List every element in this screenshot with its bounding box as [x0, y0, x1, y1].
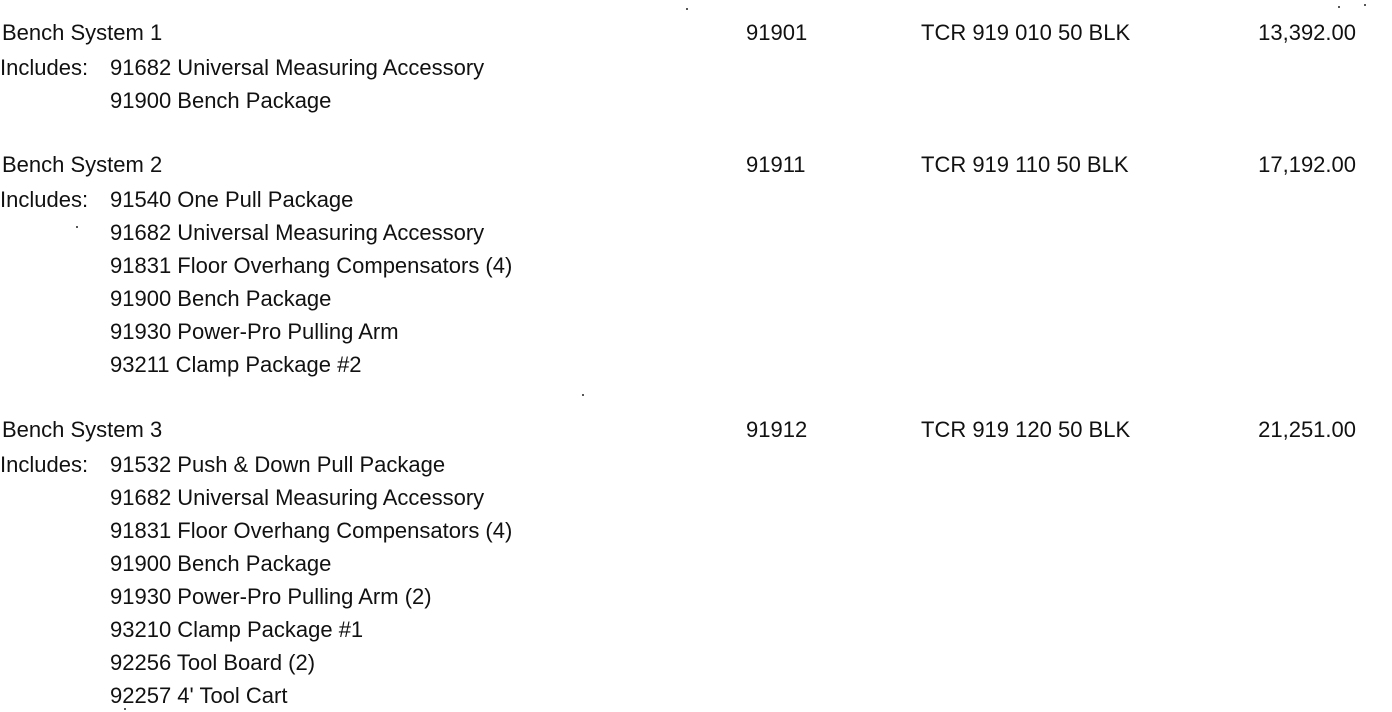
price: 13,392.00	[1258, 20, 1356, 45]
scan-speck	[686, 8, 688, 10]
list-item: 91930 Power-Pro Pulling Arm (2)	[110, 584, 432, 609]
includes-list	[110, 448, 512, 712]
system-title: Bench System 1	[2, 20, 163, 45]
scan-speck	[1364, 4, 1366, 6]
list-item: 91900 Bench Package	[110, 88, 332, 113]
includes-label: Includes:	[0, 187, 89, 212]
item-number: 91911	[746, 152, 806, 177]
item-number: 91912	[746, 417, 808, 442]
scan-speck	[1338, 6, 1340, 8]
price: 17,192.00	[1258, 152, 1356, 177]
list-item: 91831 Floor Overhang Compensators (4)	[110, 253, 513, 278]
item-number: 91901	[746, 20, 808, 45]
list-item: 91831 Floor Overhang Compensators (4)	[110, 518, 513, 543]
scan-speck	[76, 226, 78, 228]
system-title: Bench System 2	[2, 152, 163, 177]
list-item: 91900 Bench Package	[110, 286, 332, 311]
includes-label: Includes:	[0, 452, 89, 477]
scan-speck	[582, 394, 584, 396]
list-item: 93211 Clamp Package #2	[110, 352, 362, 377]
list-item: 91682 Universal Measuring Accessory	[110, 485, 485, 510]
list-item: 92257 4' Tool Cart	[110, 683, 288, 708]
price: 21,251.00	[1258, 417, 1356, 442]
includes-list	[110, 51, 484, 117]
includes-label: Includes:	[0, 55, 89, 80]
part-number: TCR 919 110 50 BLK	[921, 152, 1129, 177]
part-number: TCR 919 010 50 BLK	[921, 20, 1131, 45]
includes-list	[110, 183, 512, 381]
list-item: 91930 Power-Pro Pulling Arm	[110, 319, 399, 344]
list-item: 91682 Universal Measuring Accessory	[110, 55, 485, 80]
list-item: 91900 Bench Package	[110, 551, 332, 576]
part-number: TCR 919 120 50 BLK	[921, 417, 1131, 442]
list-item: 91540 One Pull Package	[110, 187, 354, 212]
list-item: 93210 Clamp Package #1	[110, 617, 364, 642]
system-title: Bench System 3	[2, 417, 163, 442]
list-item: 91682 Universal Measuring Accessory	[110, 220, 485, 245]
list-item: 92256 Tool Board (2)	[110, 650, 316, 675]
list-item: 91532 Push & Down Pull Package	[110, 452, 446, 477]
scan-speck	[124, 708, 126, 710]
